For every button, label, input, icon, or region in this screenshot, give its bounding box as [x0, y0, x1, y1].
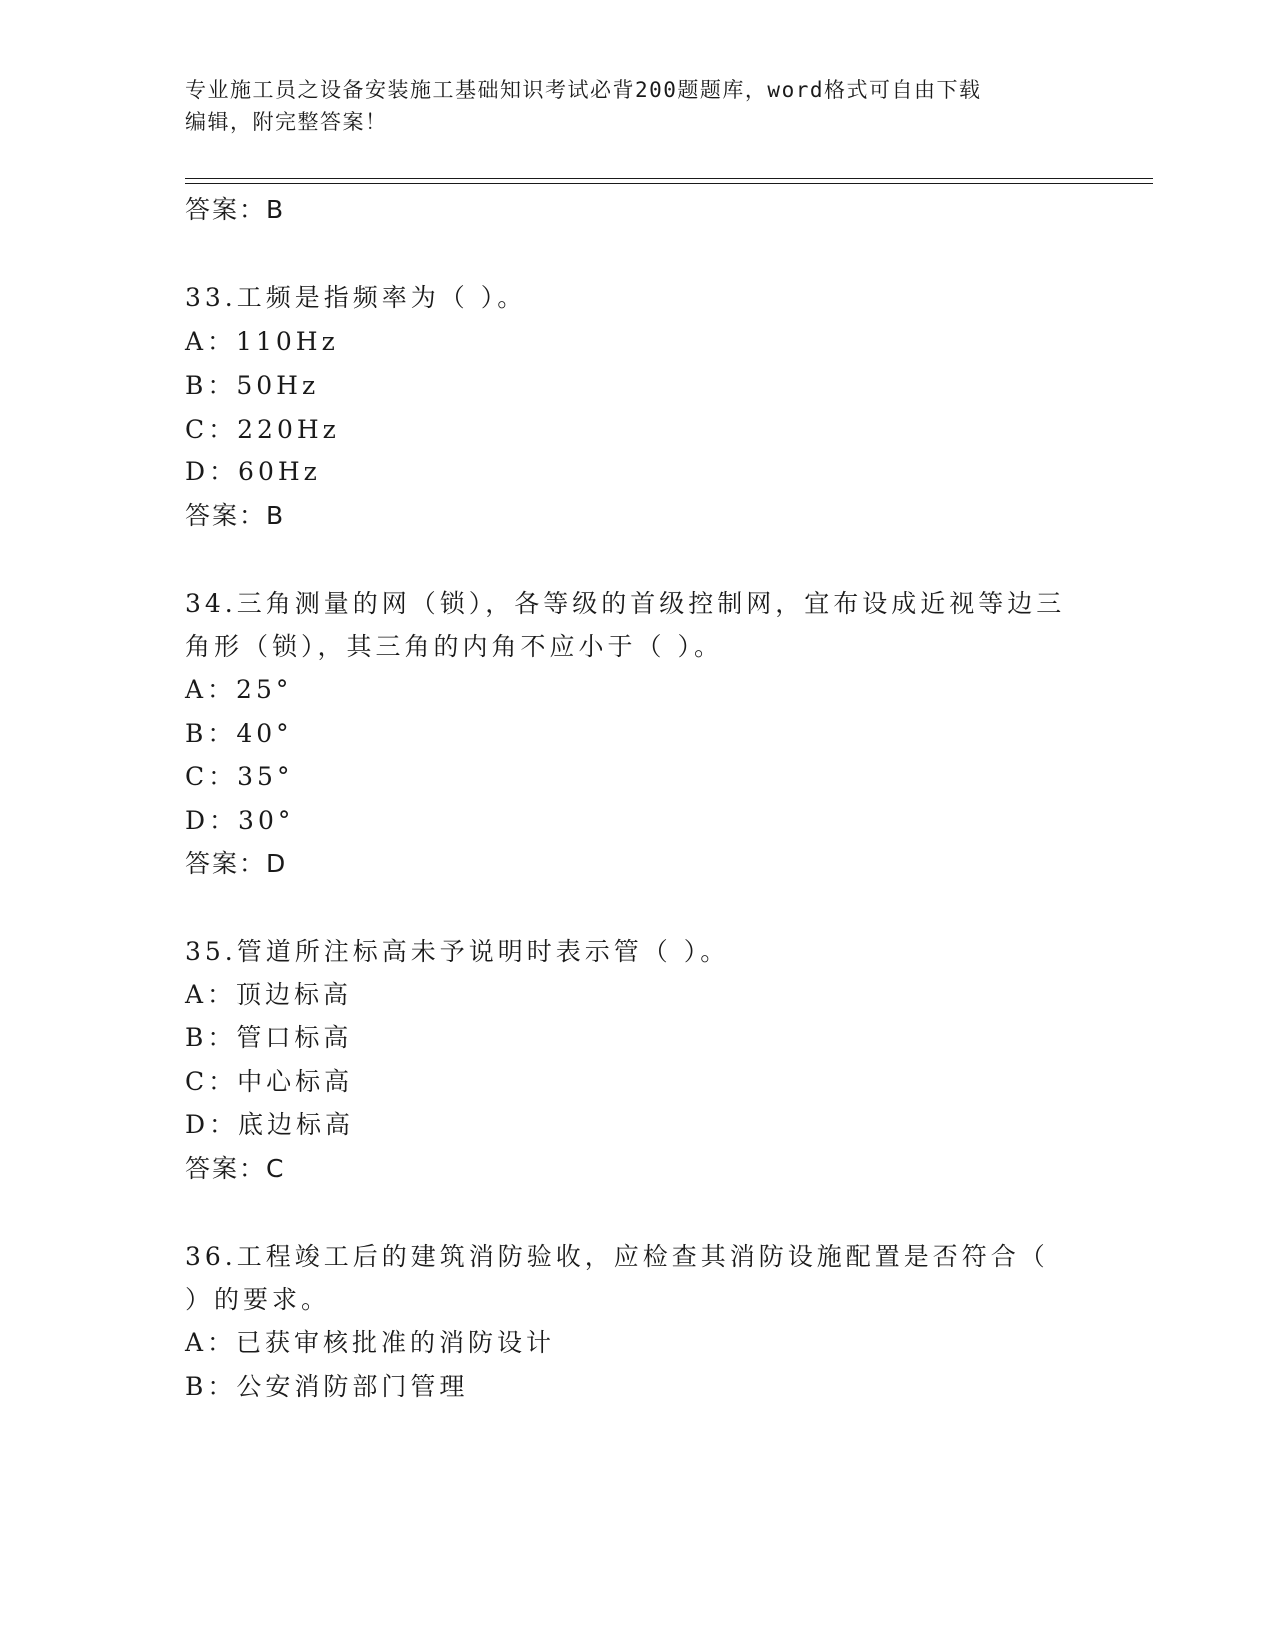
header-line-1: 专业施工员之设备安装施工基础知识考试必背200题题库，word格式可自由下载: [185, 78, 982, 102]
answer-prev: 答案：B: [185, 195, 286, 224]
header-line-2: 编辑，附完整答案！: [185, 110, 388, 134]
q34-answer: 答案：D: [185, 849, 288, 878]
q34-option-b: B：40°: [185, 719, 293, 748]
q33-answer: 答案：B: [185, 501, 286, 530]
q36-option-a: A：已获审核批准的消防设计: [185, 1328, 556, 1357]
question-35: 35.管道所注标高未予说明时表示管（ ）。: [185, 937, 730, 966]
q33-option-b: B：50Hz: [185, 371, 320, 400]
q35-option-c: C：中心标高: [185, 1067, 354, 1096]
header-divider-bottom: [185, 183, 1153, 184]
question-34-line-1: 34.三角测量的网（锁），各等级的首级控制网，宜布设成近视等边三: [185, 589, 1066, 618]
q34-option-c: C：35°: [185, 762, 294, 791]
q33-option-d: D：60Hz: [185, 457, 321, 486]
question-36-line-2: ）的要求。: [185, 1285, 331, 1314]
q36-option-b: B：公安消防部门管理: [185, 1372, 469, 1401]
header-divider-top: [185, 178, 1153, 179]
q34-option-a: A：25°: [185, 675, 293, 704]
question-33: 33.工频是指频率为（ ）。: [185, 283, 527, 312]
q33-option-a: A：110Hz: [185, 327, 339, 356]
question-34-line-2: 角形（锁），其三角的内角不应小于（ ）。: [185, 632, 723, 661]
q35-option-d: D：底边标高: [185, 1110, 355, 1139]
document-header: [185, 74, 1085, 138]
q34-option-d: D：30°: [185, 806, 295, 835]
q35-answer: 答案：C: [185, 1154, 286, 1183]
q33-option-c: C：220Hz: [185, 415, 340, 444]
question-36-line-1: 36.工程竣工后的建筑消防验收，应检查其消防设施配置是否符合（: [185, 1242, 1049, 1271]
q35-option-a: A：顶边标高: [185, 980, 353, 1009]
q35-option-b: B：管口标高: [185, 1023, 353, 1052]
